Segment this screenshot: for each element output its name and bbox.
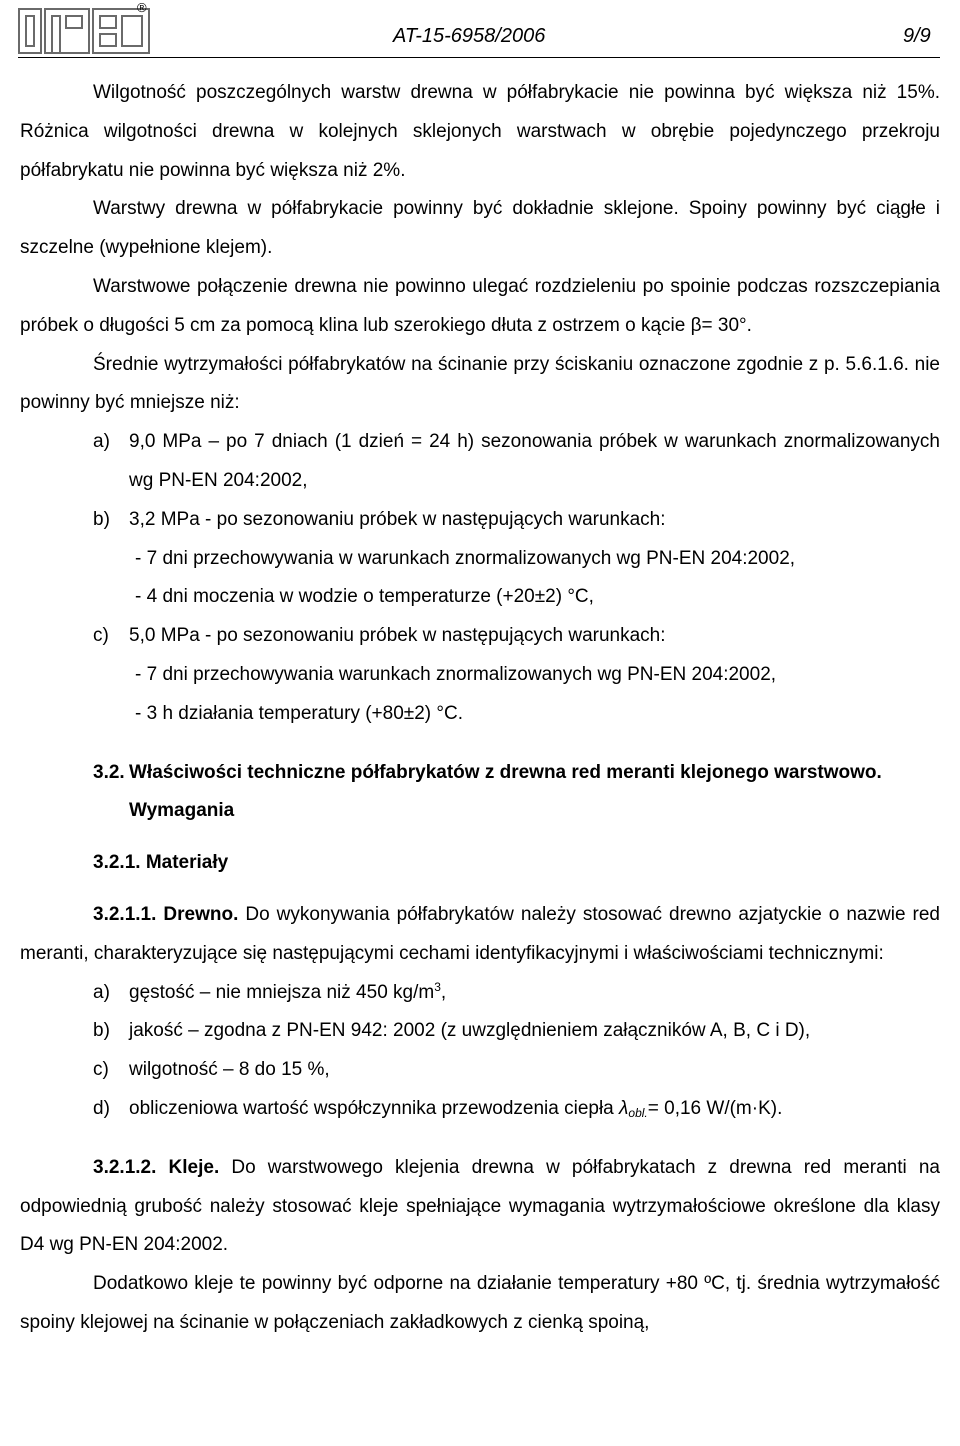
lambda-symbol: λ	[619, 1097, 629, 1119]
list-text: 3,2 MPa - po sezonowaniu próbek w następujących warunkach:	[129, 508, 666, 530]
registered-mark: ®	[137, 0, 147, 15]
section-heading-3-2-1: 3.2.1. Materiały	[93, 852, 229, 874]
list-text: 9,0 MPa – po 7 dniach (1 dzień = 24 h) sezonowania próbek w warunkach znormalizowanych wg PN-EN 204:2002,	[129, 431, 940, 491]
dash-item: - 4 dni moczenia w wodzie o temperaturze (+20±2) °C,	[135, 586, 594, 608]
list-item	[20, 423, 940, 501]
document-body	[20, 74, 940, 1343]
page-header	[0, 0, 960, 62]
list-text: 5,0 MPa - po sezonowaniu próbek w następujących warunkach:	[129, 625, 666, 647]
density-text: gęstość – nie mniejsza niż 450 kg/m	[129, 981, 435, 1003]
paragraph-adhesives	[20, 1149, 940, 1265]
paragraph-layers: Warstwy drewna w półfabrykacie powinny być dokładnie sklejone. Spoiny powinny być ciągłe i szczelne (wypełnione klejem).	[20, 198, 940, 259]
dash-item: - 7 dni przechowywania warunkach znormalizowanych wg PN-EN 204:2002,	[135, 663, 777, 685]
list-item	[20, 1051, 940, 1090]
list-item	[20, 501, 940, 540]
list-text: jakość – zgodna z PN-EN 942: 2002 (z uwzględnieniem załączników A, B, C i D),	[129, 1020, 811, 1042]
list-label: b)	[93, 508, 110, 530]
list-label: a)	[93, 431, 110, 453]
list-item	[20, 1090, 940, 1129]
section-number: 3.2.	[93, 761, 125, 783]
paragraph-joint: Warstwowe połączenie drewna nie powinno ulegać rozdzieleniu po spoinie podczas rozszczepiania próbek o długości 5 cm za pomocą klina lub szerokiego dłuta z ostrzem o kącie β= 30°.	[20, 275, 940, 336]
spacer	[20, 883, 940, 896]
list-label: a)	[93, 981, 110, 1003]
paragraph-wood-text: Do wykonywania półfabrykatów należy stosować drewno azjatyckie o nazwie red meranti, charakteryzujące się następującymi cechami identyfikacyjnymi i właściwościami technicznymi:	[20, 903, 940, 964]
spacer	[20, 1129, 940, 1149]
dash-item: - 3 h działania temperatury (+80±2) °C.	[135, 702, 463, 724]
dash-item: - 7 dni przechowywania w warunkach znormalizowanych wg PN-EN 204:2002,	[135, 547, 796, 569]
paragraph-shear-strength: Średnie wytrzymałości półfabrykatów na ścinanie przy ściskaniu oznaczone zgodnie z p. 5.6.1.6. nie powinny być mniejsze niż:	[20, 353, 940, 414]
list-label: c)	[93, 625, 109, 647]
itb-logo	[18, 8, 150, 54]
list-item	[20, 617, 940, 656]
list-text	[129, 1090, 940, 1129]
page-number: 9/9	[903, 25, 931, 47]
list-text	[129, 974, 940, 1013]
paragraph-moisture: Wilgotność poszczególnych warstw drewna w półfabrykacie nie powinna być większa niż 15%. Różnica wilgotności drewna w kolejnych sklejonych warstwach w obrębie pojedynczego przekroju półfabrykatu nie powinna być większa niż 2%.	[20, 82, 940, 181]
list-item	[20, 974, 940, 1013]
section-title: Właściwości techniczne półfabrykatów z drewna red meranti klejonego warstwowo. Wymagania	[129, 761, 882, 822]
paragraph-temperature: Dodatkowo kleje te powinny być odporne na działanie temperatury +80 ºC, tj. średnia wytrzymałość spoiny klejowej na ścinanie w połączeniach zakładkowych z cienką spoiną,	[20, 1273, 940, 1333]
density-tail: ,	[440, 981, 447, 1003]
paragraph-wood	[20, 896, 940, 974]
spacer	[20, 831, 940, 844]
subsection-heading-adhesives: 3.2.1.2. Kleje.	[93, 1156, 220, 1178]
list-label: c)	[93, 1059, 109, 1081]
conductivity-text: obliczeniowa wartość współczynnika przewodzenia ciepła	[129, 1097, 620, 1119]
conductivity-value: = 0,16 W/(m·K).	[647, 1097, 783, 1119]
superscript: 3	[434, 979, 441, 994]
document-id: AT-15-6958/2006	[393, 25, 546, 47]
subsection-heading-wood: 3.2.1.1. Drewno.	[93, 903, 239, 925]
paragraph-adhesives-text: Do warstwowego klejenia drewna w półfabrykatach z drewna red meranti na odpowiednią grubość należy stosować kleje spełniające wymagania wytrzymałościowe określone dla klasy D4 wg PN-EN 204:2002.	[20, 1156, 940, 1256]
section-heading-3-2	[20, 754, 940, 832]
spacer	[20, 734, 940, 754]
list-text: wilgotność – 8 do 15 %,	[129, 1059, 330, 1081]
subscript: obl.	[628, 1105, 648, 1120]
list-label: d)	[93, 1097, 110, 1119]
list-item	[20, 1012, 940, 1051]
header-divider	[18, 57, 940, 58]
list-label: b)	[93, 1020, 110, 1042]
